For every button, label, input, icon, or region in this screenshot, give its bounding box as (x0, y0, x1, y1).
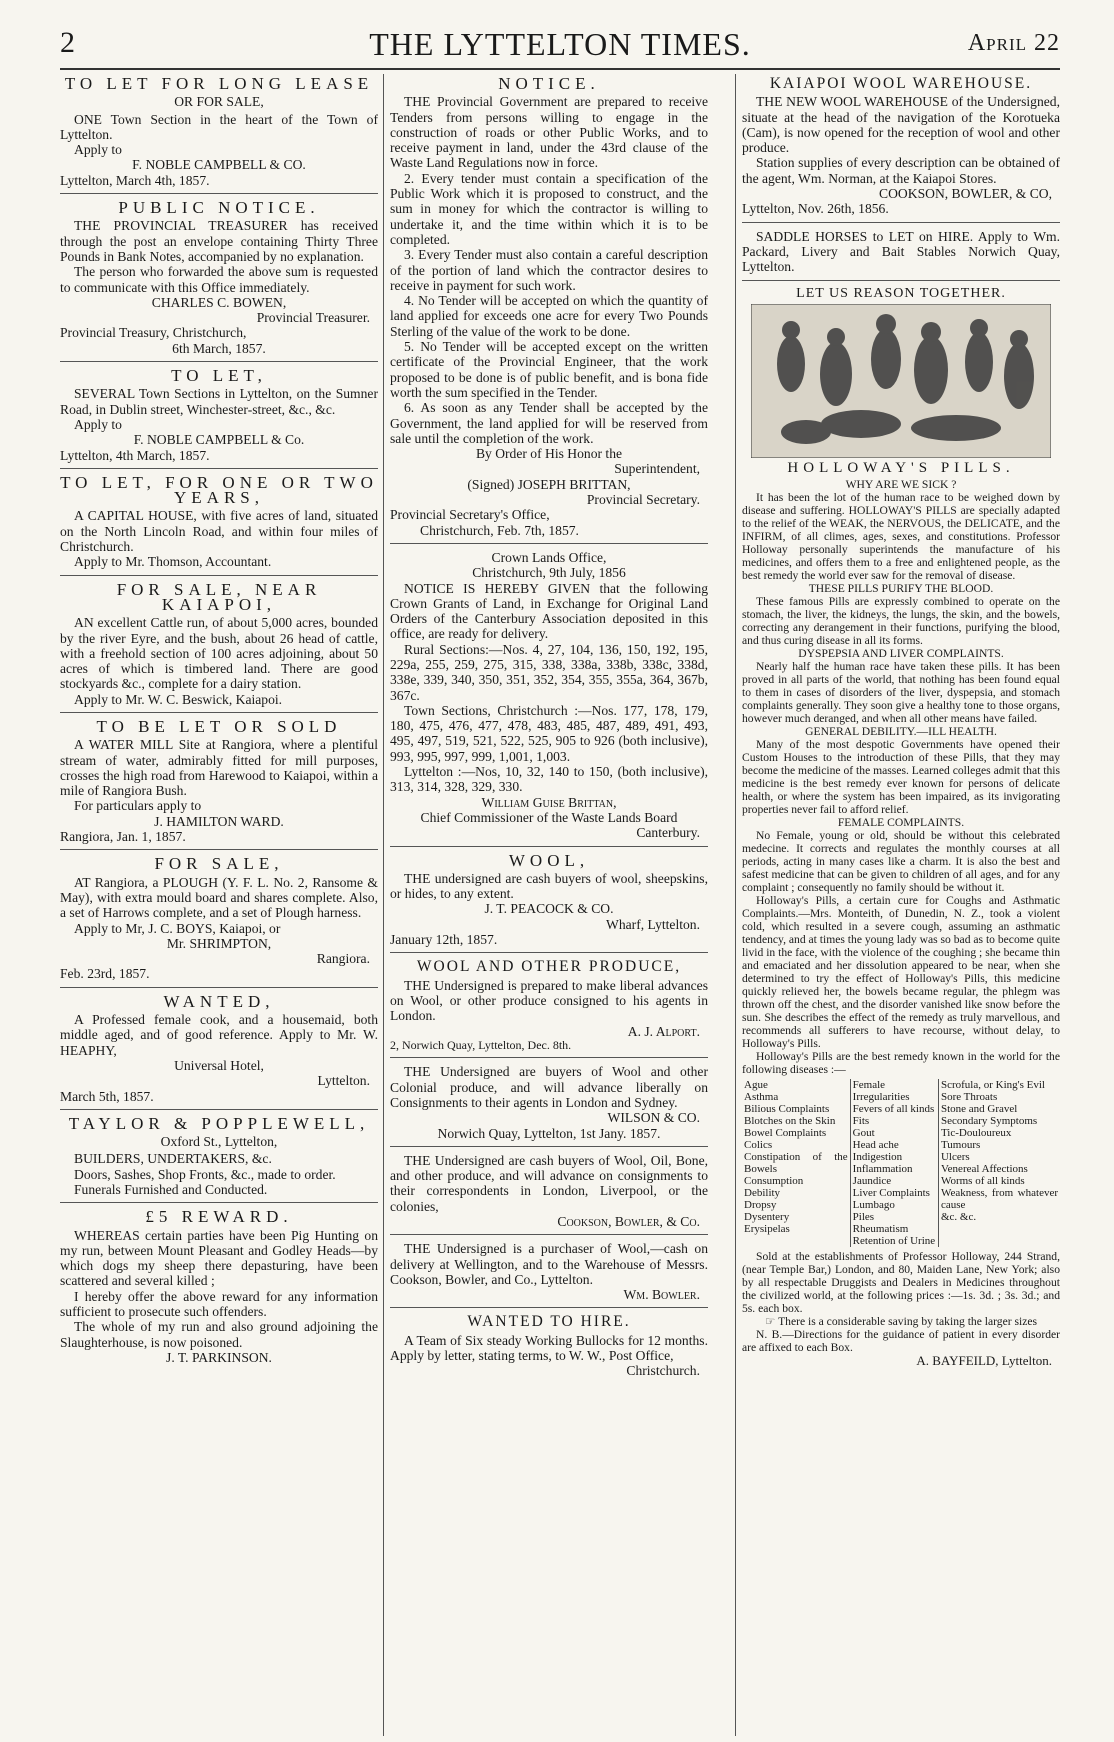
ad-kaiapoi-warehouse (742, 76, 1060, 223)
disease-item: Stone and Gravel (940, 1102, 1018, 1115)
ad-heading: WANTED, (163, 991, 275, 1011)
ad-text: BUILDERS, UNDERTAKERS, &c. (74, 1151, 272, 1167)
ad-date: January 12th, 1857. (390, 932, 498, 948)
pointing-hand-icon: ☞ (764, 1314, 779, 1328)
ad-heading: Christchurch, 9th July, 1856 (472, 565, 626, 581)
ad-signature: Chief Commissioner of the Waste Lands Board (420, 809, 678, 825)
ad-heading: PUBLIC NOTICE. (118, 198, 320, 218)
newspaper-title: THE LYTTELTON TIMES. (369, 26, 751, 62)
ad-text: It has been the lot of the human race to be weighed down by disease and suffering. HOLLOWAY'S PILLS are specially adapted to the relief of the WEAK, the NERVOUS, the DELICATE, and the INFIRM, of all climes, ages, sexes, and constitutions. Professor Holloway personally superintends the manufacture of his medicines, and offers them to a free and enlightened people, as the best remedy the world ever saw for the removal of disease. (742, 490, 1060, 582)
ad-text: 3. Every Tender must also contain a careful description of the portion of land which the contractor desires to receive in payment for such work. (390, 247, 708, 293)
ad-heading: TO BE LET OR SOLD (96, 716, 342, 736)
disease-item: Ulcers (940, 1150, 970, 1163)
ad-signature: Superintendent, (614, 461, 700, 477)
ad-text: Apply to Mr. Thomson, Accountant. (74, 554, 272, 570)
ad-block (60, 1209, 378, 1370)
ad-block (60, 76, 378, 194)
ad-heading: WOOL AND OTHER PRODUCE, (416, 958, 682, 976)
ad-signature: COOKSON, BOWLER, & CO, (879, 186, 1052, 202)
ad-signature: Lyttelton. (317, 1073, 370, 1089)
disease-item: Venereal Affections (940, 1162, 1028, 1175)
ad-text: THE PROVINCIAL TREASURER has received through the post an envelope containing Thirty Three Pounds in Bank Notes, accompanied by no explanation. (60, 218, 378, 264)
ad-text: Apply to Mr, J. C. BOYS, Kaiapoi, or (74, 920, 281, 936)
ad-heading: WOOL, (508, 850, 590, 870)
ad-heading: TO LET, (171, 366, 267, 386)
ad-wool-produce (390, 959, 708, 1058)
ad-block (60, 716, 378, 850)
ad-heading: TO LET, FOR ONE OR TWO YEARS, (60, 472, 378, 508)
ad-text: AT Rangiora, a PLOUGH (Y. F. L. No. 2, Ransome & May), with extra mould board and shares complete. Also, a set of Harrows complete, and a set of Plough harness. (60, 874, 378, 921)
ad-signature: Universal Hotel, (174, 1057, 264, 1073)
disease-item: Fits (852, 1114, 870, 1127)
ad-text: The whole of my run and also ground adjoining the Slaughterhouse, is now poisoned. (60, 1319, 378, 1350)
column-rule (735, 74, 736, 1736)
ad-text: Lyttelton :—Nos, 10, 32, 140 to 150, (both inclusive), 313, 314, 328, 329, 330. (390, 764, 708, 795)
ad-heading: LET US REASON TOGETHER. (796, 285, 1006, 301)
ad-signature: William Guise Brittan, (481, 794, 617, 810)
ad-text: THE Undersigned are cash buyers of Wool, Oil, Bone, and other produce, and will advance on consignments to their correspondents in London, Liverpool, or the colonies, (390, 1152, 708, 1214)
disease-item: Fevers of all kinds (852, 1102, 935, 1115)
diseases-column (742, 1079, 850, 1247)
ad-block (60, 991, 378, 1110)
ad-holloways-pills (742, 287, 1060, 1372)
disease-item: Worms of all kinds (940, 1174, 1025, 1187)
column-3 (742, 74, 1060, 1736)
disease-item: Constipation of the Bowels (744, 1150, 848, 1175)
ad-block (60, 472, 378, 576)
disease-item: Sore Throats (940, 1090, 998, 1103)
ad-signature: Christchurch. (626, 1363, 700, 1379)
disease-item: Weakness, from whatever cause (940, 1186, 1058, 1211)
ad-text: ☞ There is a considerable saving by taking the larger sizes (764, 1314, 1038, 1328)
ad-subheading: FEMALE COMPLAINTS. (837, 815, 965, 829)
ad-hire (390, 1314, 708, 1383)
ad-text: Station supplies of every description can be obtained of the agent, Wm. Norman, at the Kaiapoi Stores. (742, 155, 1060, 186)
ad-subheading: Oxford St., Lyttelton, (160, 1134, 278, 1150)
ad-block (60, 856, 378, 987)
ad-text: Holloway's Pills, a certain cure for Coughs and Asthmatic Complaints.—Mrs. Monteith, of Dunedin, N. Z., took a violent cold, which resulted in a severe cough, assuming an asthmatic tendency, and at times the young lady was so bad as to become quite livid in the face, with the violence of the coughing ; she became thin and emaciated and her dissolution appeared to be near, when she determined to try the effect of Holloway's Pills, this medicine quickly relieved her, the bowels became regular, the phlegm was thrown off the chest, and the disorder vanished like snow before the sun. She describes the effect of the remedy as truly marvellous, and recommends all sufferers to have recourse, without delay, to Holloway's Pills. (742, 893, 1060, 1050)
ad-signature: A. J. Alport. (627, 1023, 700, 1039)
ad-bowler (390, 1241, 708, 1308)
ad-date: Provincial Secretary's Office, (390, 507, 550, 523)
column-1 (60, 74, 378, 1736)
disease-item: Colics (744, 1138, 773, 1151)
ad-signature: Wharf, Lyttelton. (606, 916, 700, 932)
disease-item: Retention of Urine (852, 1234, 936, 1247)
disease-item: Lumbago (852, 1198, 895, 1211)
ad-signature: Wm. Bowler. (623, 1287, 700, 1303)
ad-text: SEVERAL Town Sections in Lyttelton, on the Sumner Road, in Dublin street, Winchester-street, &c., &c. (60, 386, 378, 417)
ad-block (60, 368, 378, 469)
disease-item: Erysipelas (744, 1222, 790, 1235)
disease-item: Debility (744, 1186, 781, 1199)
ad-text: NOTICE IS HEREBY GIVEN that the following Crown Grants of Land, in Exchange for Original Land Orders of the Canterbury Association deposited in this office, are ready for delivery. (390, 580, 708, 642)
ad-heading: TAYLOR & POPPLEWELL, (68, 1113, 370, 1133)
ad-date: Lyttelton, March 4th, 1857. (60, 172, 210, 188)
disease-item: Blotches on the Skin (744, 1114, 836, 1127)
ad-wilson (390, 1064, 708, 1146)
disease-item: Indigestion (852, 1150, 903, 1163)
ad-date: Christchurch, Feb. 7th, 1857. (420, 522, 579, 538)
ad-signature: Canterbury. (636, 825, 700, 841)
disease-item: Tic-Douloureux (940, 1126, 1012, 1139)
ad-text: Holloway's Pills are the best remedy known in the world for the following diseases :— (742, 1049, 1060, 1076)
ad-text: THE Undersigned are buyers of Wool and other Colonial produce, and will advance liberally on Consignments to their agents in London and Sydney. (390, 1064, 708, 1110)
ad-saddle-horses (742, 229, 1060, 281)
masthead (60, 20, 1060, 70)
ad-subheading: GENERAL DEBILITY.—ILL HEALTH. (805, 724, 997, 738)
ad-heading: FOR SALE, NEAR KAIAPOI, (116, 579, 322, 614)
disease-item: Head ache (852, 1138, 899, 1151)
ad-heading: Crown Lands Office, (491, 549, 607, 565)
disease-item: Bilious Complaints (744, 1102, 830, 1115)
ad-heading: TO LET FOR LONG LEASE (64, 74, 374, 93)
ad-signature: WILSON & CO. (607, 1110, 700, 1126)
ad-text: Rural Sections:—Nos. 4, 27, 104, 136, 150, 192, 195, 229a, 255, 259, 275, 315, 338, 338a, 338b, 338c, 338d, 338e, 339, 340, 350, 351, 352, 354, 355, 355a, 364, 367b, 367c. (390, 641, 708, 703)
disease-item: Jaundice (852, 1174, 892, 1187)
disease-item: Liver Complaints (852, 1186, 930, 1199)
ad-subheading: DYSPEPSIA AND LIVER COMPLAINTS. (798, 646, 1004, 660)
diseases-table (742, 1079, 1060, 1247)
ad-signature: J. HAMILTON WARD. (154, 813, 284, 829)
engraving-illustration (751, 304, 1051, 458)
ad-signature: Rangiora. (316, 951, 370, 967)
ad-signature: By Order of His Honor the (475, 446, 623, 462)
ad-text: Apply to (74, 142, 122, 158)
ad-text: I hereby offer the above reward for any information sufficient to prosecute such offenders. (60, 1288, 378, 1320)
ad-text: Nearly half the human race have taken these pills. It has been proved in all parts of the world, that nothing has been found equal to them in cases of disorders of the liver, dyspepsia, and stomach complaints generally. They soon give a healthy tone to those organs, however much deranged, and when all other means have failed. (742, 659, 1060, 725)
disease-item: Dysentery (744, 1210, 790, 1223)
ad-text: SADDLE HORSES to LET on HIRE. Apply to Wm. Packard, Livery and Bait Stables Norwich Quay, Lyttelton. (742, 228, 1060, 275)
ad-text: THE Undersigned is a purchaser of Wool,—cash on delivery at Wellington, and to the Warehouse of Messrs. Cookson, Bowler, and Co., Lyttelton. (390, 1241, 708, 1287)
disease-item: Tumours (940, 1138, 981, 1151)
diseases-column (938, 1079, 1060, 1247)
ad-subheading: WHY ARE WE SICK ? (845, 477, 957, 491)
ad-text: THE NEW WOOL WAREHOUSE of the Undersigned, situate at the head of the navigation of the Korotueka (Cam), is now opened for the reception of wool and other produce. (742, 94, 1060, 156)
ad-heading: KAIAPOI WOOL WAREHOUSE. (769, 75, 1033, 92)
ad-crown-lands (390, 550, 708, 847)
ad-text: Funerals Furnished and Conducted. (74, 1182, 268, 1197)
ad-text: A WATER MILL Site at Rangiora, where a plentiful stream of water, admirably fitted for mill purposes, crosses the high road from Harewood to Kaiapoi, within a mile of Rangiora Bush. (60, 737, 378, 799)
ad-text: 5. No Tender will be accepted except on the written certificate of the Provincial Engineer, that the work proposed to be done is of public benefit, and is bona fide worth the sum specified in the Tender. (390, 339, 708, 400)
ad-text: 6. As soon as any Tender shall be accepted by the Government, the land applied for will be reserved from sale until the completion of the work. (390, 400, 708, 446)
ad-signature: Mr. SHRIMPTON, (166, 935, 272, 951)
ad-date: Feb. 23rd, 1857. (60, 966, 150, 982)
ad-text: Many of the most despotic Governments have opened their Custom Houses to the introduction of these Pills, that they may become the medicine of the masses. Learned colleges admit that this medicine is the best remedy ever known for persons of delicate health, or where the system has been impaired, as its invigorating properties never fail to afford relief. (742, 737, 1060, 816)
ad-text: THE Undersigned is prepared to make liberal advances on Wool, or other produce consigned to his agents in London. (390, 977, 708, 1024)
disease-item: Gout (852, 1126, 875, 1139)
ad-date: Lyttelton, Nov. 26th, 1856. (742, 201, 889, 217)
ad-signature: Provincial Secretary. (586, 492, 700, 508)
ad-text: Doors, Sashes, Shop Fronts, &c., made to order. (74, 1166, 336, 1182)
ad-text: No Female, young or old, should be without this celebrated medecine. It corrects and regulates the monthly courses at all periods, acting in many cases like a charm. It is also the best and safest medicine that can be given to children of all ages, and for any complaint ; consequently no family should be without it. (742, 828, 1060, 894)
ad-signature: J. T. PARKINSON. (166, 1349, 272, 1365)
ad-subheading: OR FOR SALE, (174, 94, 264, 110)
ad-heading: NOTICE. (498, 74, 600, 93)
ad-text: For particulars apply to (74, 798, 202, 814)
ad-text: Apply to Mr. W. C. Beswick, Kaiapoi. (74, 691, 283, 707)
ad-text: A Professed female cook, and a housemaid, both middle aged, and of good reference. Apply to Mr. W. HEAPHY, (60, 1012, 378, 1058)
column-rule (383, 74, 384, 1736)
ad-signature: F. NOBLE CAMPBELL & Co. (133, 432, 305, 448)
diseases-column (850, 1079, 938, 1247)
ad-notice (390, 76, 708, 544)
disease-item: Asthma (744, 1090, 779, 1103)
ad-signature: Provincial Treasurer. (256, 310, 370, 326)
ad-text: A Team of Six steady Working Bullocks for 12 months. Apply by letter, stating terms, to W. W., Post Office, (390, 1332, 708, 1364)
ad-text: The person who forwarded the above sum is requested to communicate with this Office immediately. (60, 264, 378, 295)
ad-text: THE Provincial Government are prepared to receive Tenders from persons willing to engage in the construction of roads or other Public Works, and to receive payment in land, under the 43rd clause of the Waste Land Regulations now in force. (390, 94, 708, 171)
disease-item: Consumption (744, 1174, 804, 1187)
ad-text: N. B.—Directions for the guidance of patient in every disorder are affixed to each Box. (742, 1327, 1060, 1354)
ad-signature: CHARLES C. BOWEN, (151, 294, 287, 310)
ad-date: Provincial Treasury, Christchurch, (60, 325, 247, 341)
disease-item: Dropsy (744, 1198, 777, 1211)
ad-cookson (390, 1153, 708, 1235)
disease-item: Rheumatism (852, 1222, 909, 1235)
page-number: 2 (60, 26, 75, 59)
ad-block (60, 1113, 378, 1203)
ad-signature: (Signed) JOSEPH BRITTAN, (467, 476, 631, 492)
ad-text: 2. Every tender must contain a specification of the Public Work which it is proposed to construct, and the sum in money for which the contractor is willing to undertake it, and the time within which it is to be completed. (390, 170, 708, 247)
ad-text: ONE Town Section in the heart of the Town of Lyttelton. (60, 111, 378, 142)
ad-block (60, 200, 378, 362)
disease-item: Female Irregularities (852, 1078, 910, 1103)
ad-text: AN excellent Cattle run, of about 5,000 acres, bounded by the river Eyre, and the bush, about 26 head of cattle, with a freehold section of 100 acres adjoining, about 50 acres of which is timbered land. There are good stockyards &c., complete for a dairy station. (60, 615, 378, 692)
ad-heading: WANTED TO HIRE. (467, 1313, 631, 1331)
ad-text: Sold at the establishments of Professor Holloway, 244 Strand, (near Temple Bar,) London, and 80, Maiden Lane, New York; also by all respectable Druggists and Dealers in Medicines throughout the civilized world, at the following prices :—1s. 3d. ; 3s. 3d.; and 5s. each box. (742, 1249, 1060, 1315)
ad-heading: £5 REWARD. (145, 1207, 293, 1227)
ad-text: Town Sections, Christchurch :—Nos. 177, 178, 179, 180, 475, 476, 477, 478, 483, 485, 487, 489, 491, 493, 495, 497, 519, 521, 522, 525, 905 to 926 (both inclusive), 993, 995, 997, 999, 1,001, 1,003. (390, 702, 708, 764)
ad-subheading: THESE PILLS PURIFY THE BLOOD. (808, 581, 994, 595)
ad-heading: FOR SALE, (154, 854, 284, 874)
ad-date: Norwich Quay, Lyttelton, 1st Jany. 1857. (437, 1125, 661, 1141)
ad-signature: A. BAYFEILD, Lyttelton. (916, 1352, 1052, 1368)
disease-item: Secondary Symptoms (940, 1114, 1038, 1127)
issue-date: April 22 (967, 30, 1060, 56)
ad-text: THE undersigned are cash buyers of wool, sheepskins, or hides, to any extent. (390, 870, 708, 902)
disease-item: Ague (744, 1078, 768, 1091)
ad-date: 2, Norwich Quay, Lyttelton, Dec. 8th. (390, 1037, 572, 1052)
ad-text: 4. No Tender will be accepted on which the quantity of land applied for exceeds one acre for every Two Pounds Sterling of the value of the work to be done. (390, 293, 708, 339)
ad-signature: F. NOBLE CAMPBELL & CO. (132, 157, 306, 173)
ad-text: Apply to (74, 416, 122, 432)
disease-item: Inflammation (852, 1162, 913, 1175)
disease-item: &c. &c. (940, 1210, 977, 1223)
disease-item: Piles (852, 1210, 875, 1223)
disease-item: Bowel Complaints (744, 1126, 827, 1139)
ad-block (60, 579, 378, 713)
column-2 (390, 74, 708, 1736)
ad-date: Lyttelton, 4th March, 1857. (60, 447, 210, 463)
ad-date: March 5th, 1857. (60, 1088, 154, 1104)
ad-text: A CAPITAL HOUSE, with five acres of land, situated on the North Lincoln Road, and within four miles of Christchurch. (60, 508, 378, 555)
ad-text: These famous Pills are expressly combined to operate on the stomach, the liver, the kidneys, the lungs, the skin, and the bowels, correcting any derangement in their functions, purifying the blood, and thus curing disease in all its forms. (742, 594, 1060, 647)
ad-text: WHEREAS certain parties have been Pig Hunting on my run, between Mount Pleasant and Godley Heads—by which dogs my sheep there depasturing, have been scattered and several killed ; (60, 1227, 378, 1289)
ad-signature: Cookson, Bowler, & Co. (557, 1213, 700, 1229)
ad-wool (390, 850, 708, 954)
disease-item: Scrofula, or King's Evil (940, 1078, 1045, 1091)
ad-heading: HOLLOWAY'S PILLS. (787, 459, 1015, 476)
ad-signature: J. T. PEACOCK & CO. (484, 901, 614, 917)
ad-date: Rangiora, Jan. 1, 1857. (60, 829, 186, 845)
ad-date: 6th March, 1857. (172, 340, 266, 356)
